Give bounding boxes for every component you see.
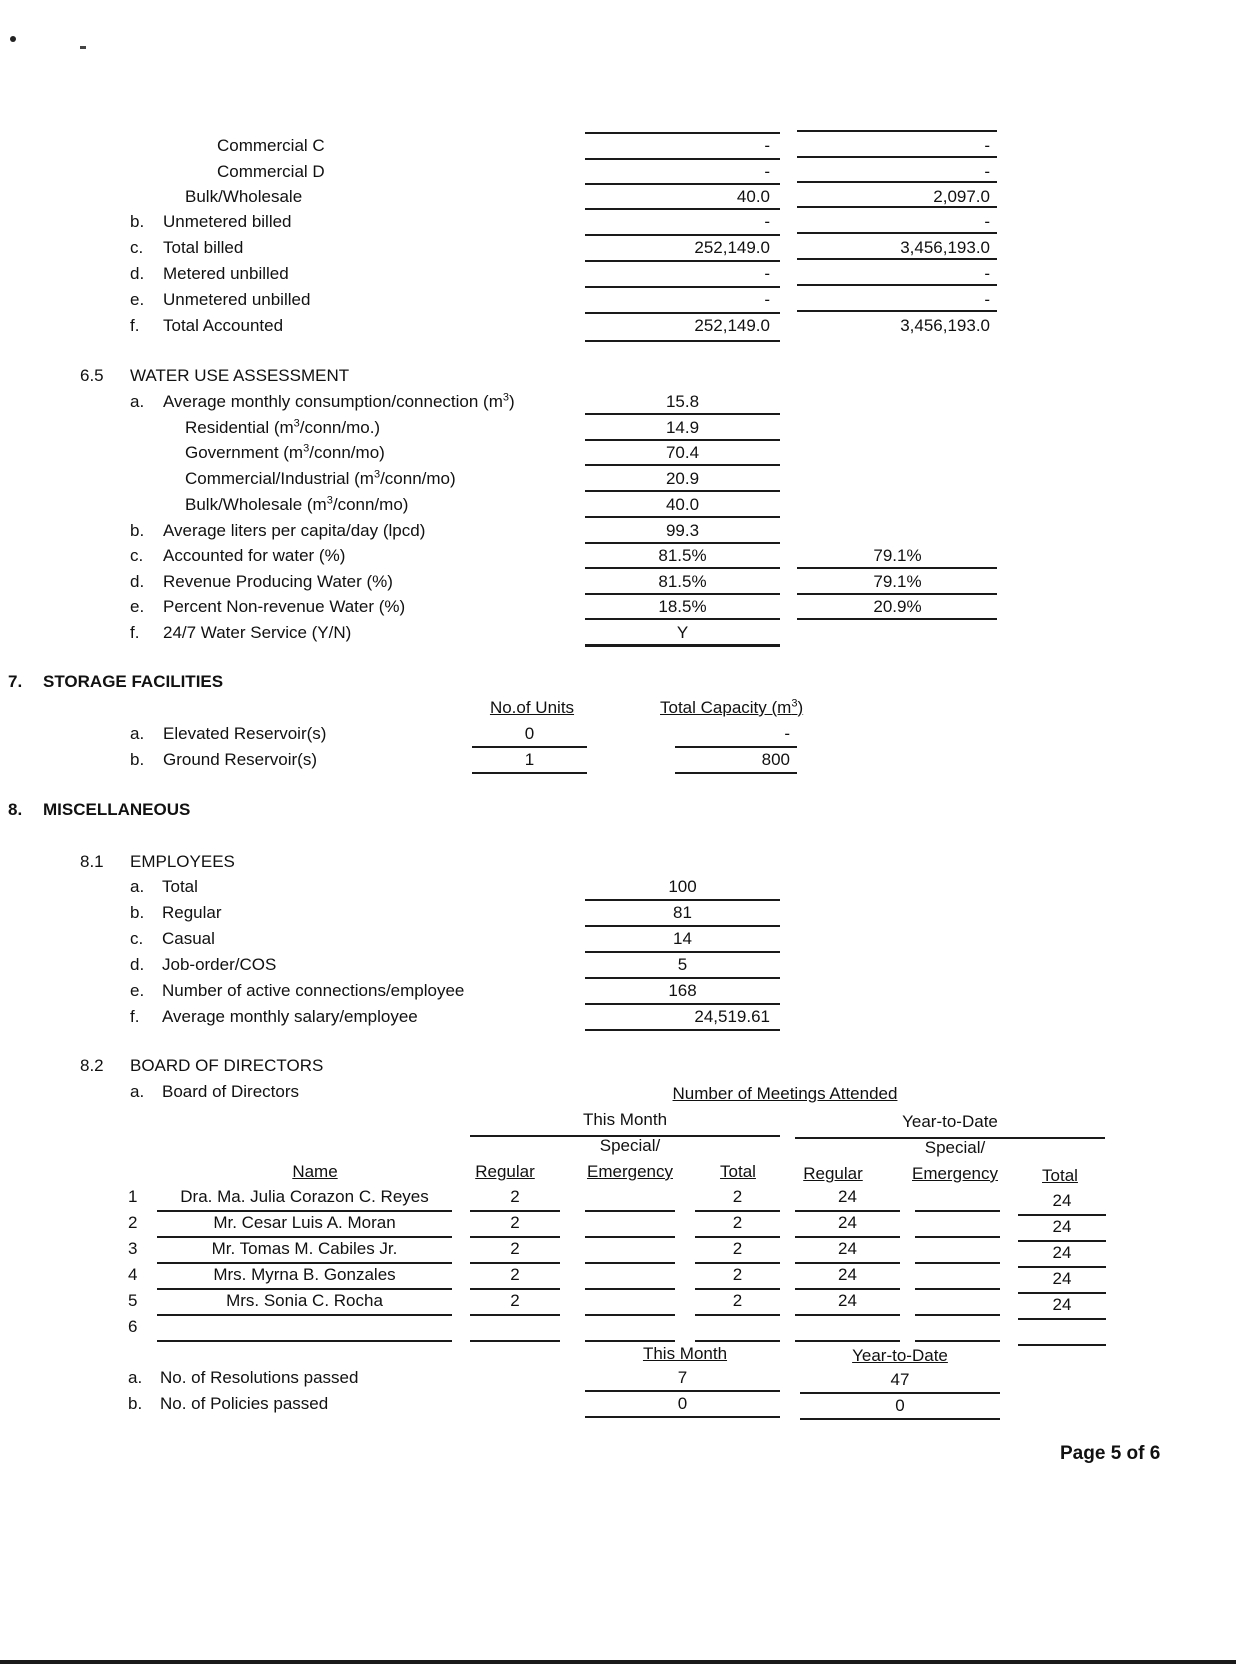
resolutions-month-header: This Month xyxy=(642,1344,728,1363)
cell-rule xyxy=(470,1262,560,1264)
row-letter: e. xyxy=(130,290,145,309)
row-label: Average liters per capita/day (lpcd) xyxy=(163,521,426,540)
row-label: Unmetered unbilled xyxy=(163,290,311,309)
emergency-header: Emergency xyxy=(587,1162,673,1181)
section-title: BOARD OF DIRECTORS xyxy=(130,1056,324,1075)
resolution-month-value: 7 xyxy=(677,1368,688,1387)
cell-rule xyxy=(915,1210,1000,1212)
ytd-total: 24 xyxy=(1052,1243,1072,1262)
name-rule xyxy=(157,1288,452,1290)
name-header: Name xyxy=(292,1162,338,1181)
row-letter: c. xyxy=(130,546,144,565)
cell-rule xyxy=(470,1210,560,1212)
row-label: Commercial/Industrial $(m^3/conn/mo)$ xyxy=(185,468,456,488)
month-value: - xyxy=(764,264,770,283)
row-letter: b. xyxy=(130,212,145,231)
cell-rule xyxy=(795,1340,900,1342)
row-letter: a. xyxy=(130,724,145,743)
value-rule xyxy=(585,1390,780,1392)
value-rule xyxy=(800,1392,1000,1394)
value-rule xyxy=(797,130,997,132)
cell-rule xyxy=(915,1314,1000,1316)
row-label: Average monthly salary/employee xyxy=(162,1007,418,1026)
month-value: 40.0 xyxy=(665,495,700,514)
this-month-total: 2 xyxy=(732,1291,743,1310)
row-label: Unmetered billed xyxy=(163,212,292,231)
value-rule xyxy=(585,542,780,544)
row-letter: b. xyxy=(130,521,145,540)
ytd-value: 3,456,193.0 xyxy=(900,316,990,335)
special-header: Special/ xyxy=(924,1138,986,1157)
month-value: 15.8 xyxy=(665,392,700,411)
cell-rule xyxy=(915,1262,1000,1264)
this-month-total: 2 xyxy=(732,1187,743,1206)
section-number: 8.1 xyxy=(80,852,104,871)
ytd-total: 24 xyxy=(1052,1191,1072,1210)
value-rule xyxy=(800,1418,1000,1420)
value-rule xyxy=(585,464,780,466)
cell-rule xyxy=(585,1288,675,1290)
row-letter: a. xyxy=(130,877,145,896)
name-rule xyxy=(157,1340,452,1342)
cell-rule xyxy=(1018,1266,1106,1268)
ytd-value: - xyxy=(984,136,990,155)
value-rule xyxy=(797,284,997,286)
row-label: Accounted for water (%) xyxy=(163,546,346,565)
regular-header: Regular xyxy=(475,1162,535,1181)
cell-rule xyxy=(585,1262,675,1264)
value-rule xyxy=(797,206,997,208)
row-label: Regular xyxy=(162,903,222,922)
cell-rule xyxy=(470,1314,560,1316)
value-rule xyxy=(585,234,780,236)
value-rule xyxy=(797,232,997,234)
ytd-value: 20.9% xyxy=(873,597,922,616)
cell-rule xyxy=(1018,1292,1106,1294)
row-label: Total Accounted xyxy=(163,316,284,335)
employee-value: 24,519.61 xyxy=(694,1007,770,1026)
row-letter: a. xyxy=(130,1082,145,1101)
cell-rule xyxy=(585,1236,675,1238)
section-number: 6.5 xyxy=(80,366,104,385)
cell-rule xyxy=(695,1288,780,1290)
row-label: Commercial D xyxy=(217,162,325,181)
month-value: 99.3 xyxy=(665,521,700,540)
total-header: Total xyxy=(720,1162,756,1181)
name-rule xyxy=(157,1314,452,1316)
meetings-header: Number of Meetings Attended xyxy=(672,1084,898,1103)
this-month-regular: 2 xyxy=(510,1213,520,1232)
cell-rule xyxy=(915,1340,1000,1342)
emergency-header: Emergency xyxy=(912,1164,998,1183)
cell-rule xyxy=(1018,1344,1106,1346)
value-rule xyxy=(585,977,780,979)
row-label: Commercial C xyxy=(217,136,325,155)
units-value: 1 xyxy=(524,750,535,769)
value-rule xyxy=(585,1416,780,1418)
month-value: Y xyxy=(676,623,689,642)
value-rule xyxy=(585,1029,780,1031)
this-month-total: 2 xyxy=(732,1239,743,1258)
this-month-total: 2 xyxy=(732,1213,743,1232)
row-label: Residential $(m^3/conn/mo.)$ xyxy=(185,417,381,437)
member-number: 6 xyxy=(128,1317,138,1336)
capacity-value: - xyxy=(784,724,790,743)
employee-value: 14 xyxy=(673,929,692,948)
row-label: Job-order/COS xyxy=(162,955,277,974)
row-label: Casual xyxy=(162,929,215,948)
regular-header: Regular xyxy=(803,1164,863,1183)
ytd-regular: 24 xyxy=(838,1291,857,1310)
month-value: 81.5% xyxy=(658,572,707,591)
cell-rule xyxy=(1018,1318,1106,1320)
cell-rule xyxy=(695,1340,780,1342)
resolution-ytd-value: 0 xyxy=(895,1396,905,1415)
section-title: EMPLOYEES xyxy=(130,852,235,871)
row-letter: b. xyxy=(130,903,145,922)
member-name: Mr. Tomas M. Cabiles Jr. xyxy=(211,1239,398,1258)
cell-rule xyxy=(795,1236,900,1238)
member-name: Mr. Cesar Luis A. Moran xyxy=(213,1213,396,1232)
ytd-regular: 24 xyxy=(838,1239,857,1258)
section-title: WATER USE ASSESSMENT xyxy=(130,366,350,385)
row-label: Elevated Reservoir(s) xyxy=(163,724,327,743)
this-month-total: 2 xyxy=(732,1265,743,1284)
value-rule xyxy=(797,181,997,183)
value-rule xyxy=(585,925,780,927)
ytd-value: 79.1% xyxy=(873,572,922,591)
month-value: - xyxy=(764,136,770,155)
row-label: Government $(m^3/conn/mo)$ xyxy=(185,442,385,462)
this-month-regular: 2 xyxy=(510,1187,520,1206)
cell-rule xyxy=(1018,1240,1106,1242)
units-value: 0 xyxy=(524,724,535,743)
cell-rule xyxy=(470,1236,560,1238)
row-label: No. of Policies passed xyxy=(160,1394,329,1413)
value-rule xyxy=(585,132,780,134)
month-value: - xyxy=(764,212,770,231)
section-title: MISCELLANEOUS xyxy=(43,800,191,819)
section-number: 7. xyxy=(8,672,23,691)
member-number: 1 xyxy=(128,1187,138,1206)
row-label: Bulk/Wholesale $(m^3/conn/mo)$ xyxy=(185,494,409,514)
value-rule xyxy=(585,312,780,314)
value-rule xyxy=(585,208,780,210)
ytd-total: 24 xyxy=(1052,1295,1072,1314)
value-rule xyxy=(585,593,780,595)
month-value: 70.4 xyxy=(665,443,700,462)
resolution-ytd-value: 47 xyxy=(890,1370,910,1389)
row-letter: b. xyxy=(130,750,145,769)
cell-rule xyxy=(795,1262,900,1264)
value-rule xyxy=(585,340,780,342)
row-letter: e. xyxy=(130,597,145,616)
scan-mark xyxy=(10,36,16,42)
row-letter: d. xyxy=(130,955,145,974)
ytd-total: 24 xyxy=(1052,1217,1072,1236)
employee-value: 168 xyxy=(668,981,697,1000)
cell-rule xyxy=(585,1314,675,1316)
capacity-value: 800 xyxy=(761,750,790,769)
member-name: Mrs. Sonia C. Rocha xyxy=(226,1291,383,1310)
ytd-value: - xyxy=(984,212,990,231)
value-rule xyxy=(585,516,780,518)
row-letter: d. xyxy=(130,572,145,591)
row-label: Ground Reservoir(s) xyxy=(163,750,317,769)
employee-value: 81 xyxy=(673,903,692,922)
value-rule xyxy=(585,183,780,185)
section-title: STORAGE FACILITIES xyxy=(43,672,224,691)
value-rule xyxy=(585,490,780,492)
ytd-value: - xyxy=(984,264,990,283)
row-letter: c. xyxy=(130,238,144,257)
value-rule xyxy=(797,618,997,620)
value-rule xyxy=(585,645,780,647)
value-rule xyxy=(585,951,780,953)
month-value: 252,149.0 xyxy=(694,238,770,257)
cell-rule xyxy=(470,1288,560,1290)
row-label: Number of active connections/employee xyxy=(162,981,465,1000)
cell-rule xyxy=(795,1314,900,1316)
month-value: 20.9 xyxy=(665,469,700,488)
row-letter: f. xyxy=(130,316,140,335)
page-bottom-edge xyxy=(0,1660,1236,1664)
ytd-regular: 24 xyxy=(838,1213,857,1232)
member-number: 4 xyxy=(128,1265,138,1284)
member-number: 5 xyxy=(128,1291,138,1310)
ytd-value: - xyxy=(984,290,990,309)
capacity-column-header: Total Capacity $(m^3)$ xyxy=(660,697,804,717)
row-label: Revenue Producing Water (%) xyxy=(163,572,393,591)
cell-rule xyxy=(470,1340,560,1342)
value-rule xyxy=(585,899,780,901)
row-label: No. of Resolutions passed xyxy=(160,1368,359,1387)
ytd-regular: 24 xyxy=(838,1265,857,1284)
value-rule xyxy=(675,772,797,774)
cell-rule xyxy=(915,1236,1000,1238)
row-letter: a. xyxy=(130,392,145,411)
value-rule xyxy=(472,746,587,748)
member-number: 3 xyxy=(128,1239,138,1258)
value-rule xyxy=(797,593,997,595)
cell-rule xyxy=(695,1236,780,1238)
this-month-regular: 2 xyxy=(510,1265,520,1284)
resolutions-ytd-header: Year-to-Date xyxy=(852,1346,948,1365)
cell-rule xyxy=(795,1210,900,1212)
cell-rule xyxy=(795,1288,900,1290)
name-rule xyxy=(157,1210,452,1212)
this-month-regular: 2 xyxy=(510,1239,520,1258)
member-number: 2 xyxy=(128,1213,138,1232)
value-rule xyxy=(797,567,997,569)
value-rule xyxy=(585,286,780,288)
month-value: 40.0 xyxy=(736,187,770,206)
ytd-regular: 24 xyxy=(838,1187,857,1206)
cell-rule xyxy=(585,1340,675,1342)
value-rule xyxy=(797,258,997,260)
month-value: 14.9 xyxy=(665,418,700,437)
ytd-value: - xyxy=(984,162,990,181)
row-letter: a. xyxy=(128,1368,143,1387)
row-label: Total xyxy=(162,877,198,896)
resolution-month-value: 0 xyxy=(677,1394,688,1413)
row-letter: b. xyxy=(128,1394,143,1413)
row-letter: f. xyxy=(130,623,140,642)
cell-rule xyxy=(1018,1214,1106,1216)
row-letter: d. xyxy=(130,264,145,283)
row-label: Board of Directors xyxy=(162,1082,299,1101)
value-rule xyxy=(585,413,780,415)
ytd-value: 79.1% xyxy=(873,546,922,565)
row-label: 24/7 Water Service (Y/N) xyxy=(163,623,352,642)
ytd-header: Year-to-Date xyxy=(902,1112,998,1131)
value-rule xyxy=(585,567,780,569)
ytd-value: 2,097.0 xyxy=(933,187,990,206)
member-name: Mrs. Myrna B. Gonzales xyxy=(213,1265,396,1284)
row-letter: e. xyxy=(130,981,145,1000)
ytd-total: 24 xyxy=(1052,1269,1072,1288)
value-rule xyxy=(472,772,587,774)
month-value: 18.5% xyxy=(658,597,707,616)
month-value: - xyxy=(764,290,770,309)
row-letter: f. xyxy=(130,1007,140,1026)
scan-mark xyxy=(80,46,86,49)
this-month-regular: 2 xyxy=(510,1291,520,1310)
page-number: Page 5 of 6 xyxy=(1060,1443,1161,1464)
month-value: 81.5% xyxy=(658,546,707,565)
units-column-header: No.of Units xyxy=(489,698,575,717)
value-rule xyxy=(585,1003,780,1005)
total-header: Total xyxy=(1042,1166,1078,1185)
row-letter: c. xyxy=(130,929,144,948)
value-rule xyxy=(675,746,797,748)
month-value: - xyxy=(764,162,770,181)
employee-value: 5 xyxy=(677,955,688,974)
cell-rule xyxy=(695,1314,780,1316)
this-month-header: This Month xyxy=(582,1110,668,1129)
ytd-value: 3,456,193.0 xyxy=(900,238,990,257)
row-label: Average monthly consumption/connection $(m^3)$ xyxy=(163,391,515,411)
value-rule xyxy=(585,618,780,620)
month-value: 252,149.0 xyxy=(694,316,770,335)
cell-rule xyxy=(695,1262,780,1264)
cell-rule xyxy=(585,1210,675,1212)
value-rule xyxy=(585,158,780,160)
member-name: Dra. Ma. Julia Corazon C. Reyes xyxy=(180,1187,429,1206)
row-label: Total billed xyxy=(163,238,244,257)
value-rule xyxy=(585,260,780,262)
value-rule xyxy=(585,439,780,441)
cell-rule xyxy=(695,1210,780,1212)
section-number: 8.2 xyxy=(80,1056,104,1075)
section-number: 8. xyxy=(8,800,23,819)
row-label: Percent Non-revenue Water (%) xyxy=(163,597,406,616)
row-label: Bulk/Wholesale xyxy=(185,187,303,206)
employee-value: 100 xyxy=(668,877,697,896)
special-header: Special/ xyxy=(599,1136,661,1155)
value-rule xyxy=(797,156,997,158)
value-rule xyxy=(797,310,997,312)
cell-rule xyxy=(915,1288,1000,1290)
row-label: Metered unbilled xyxy=(163,264,289,283)
name-rule xyxy=(157,1236,452,1238)
name-rule xyxy=(157,1262,452,1264)
